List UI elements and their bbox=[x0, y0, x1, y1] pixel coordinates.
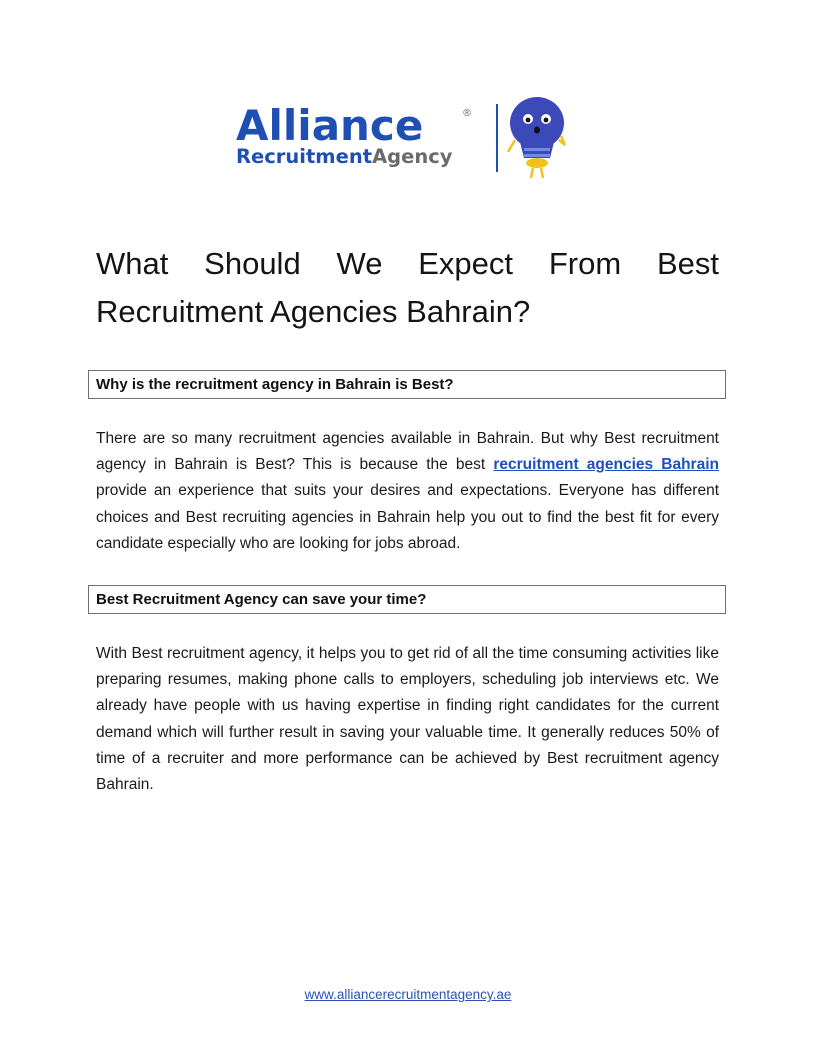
company-logo bbox=[236, 96, 576, 186]
logo-divider bbox=[496, 104, 498, 172]
lightbulb-mascot-icon bbox=[508, 97, 565, 178]
section-paragraph-why-best bbox=[96, 426, 719, 557]
footer bbox=[0, 987, 816, 1002]
alliance-logo-graphic bbox=[236, 96, 576, 186]
recruitment-agencies-bahrain-link[interactable]: recruitment agencies Bahrain bbox=[493, 456, 719, 474]
document-title bbox=[96, 240, 719, 336]
registered-mark-icon: ® bbox=[462, 108, 472, 119]
paragraph-text-before-link: There are so many recruitment agencies available in Bahrain. But why Best recruitment agency in Bahrain is Best? This is because the best bbox=[96, 430, 719, 474]
section-paragraph-save-time: With Best recruitment agency, it helps you to get rid of all the time consuming activities like preparing resumes, making phone calls to employers, scheduling job interviews etc. We already have people with us having expertise in finding right candidates for the current demand which will further result in saving your valuable time. It generally reduces 50% of time of a recruiter and more performance can be achieved by Best recruitment agency Bahrain. bbox=[96, 645, 719, 794]
title-line-1: What Should We Expect From Best bbox=[96, 246, 719, 281]
website-link[interactable]: www.alliancerecruitmentagency.ae bbox=[304, 987, 512, 1002]
logo-word-alliance: Alliance bbox=[236, 101, 424, 150]
svg-text:RecruitmentAgency bbox=[236, 145, 453, 168]
title-line-2: Recruitment Agencies Bahrain? bbox=[96, 294, 531, 329]
section-heading-save-time: Best Recruitment Agency can save your time? bbox=[88, 585, 726, 614]
section-heading-why-best: Why is the recruitment agency in Bahrain is Best? bbox=[88, 370, 726, 399]
logo-word-recruitment: Recruitment bbox=[236, 145, 373, 168]
paragraph-text-after-link: provide an experience that suits your desires and expectations. Everyone has different choices and Best recruiting agencies in Bahrain help you out to find the best fit for every candidate especially who are looking for jobs abroad. bbox=[96, 482, 719, 552]
logo-word-agency: Agency bbox=[372, 145, 453, 168]
